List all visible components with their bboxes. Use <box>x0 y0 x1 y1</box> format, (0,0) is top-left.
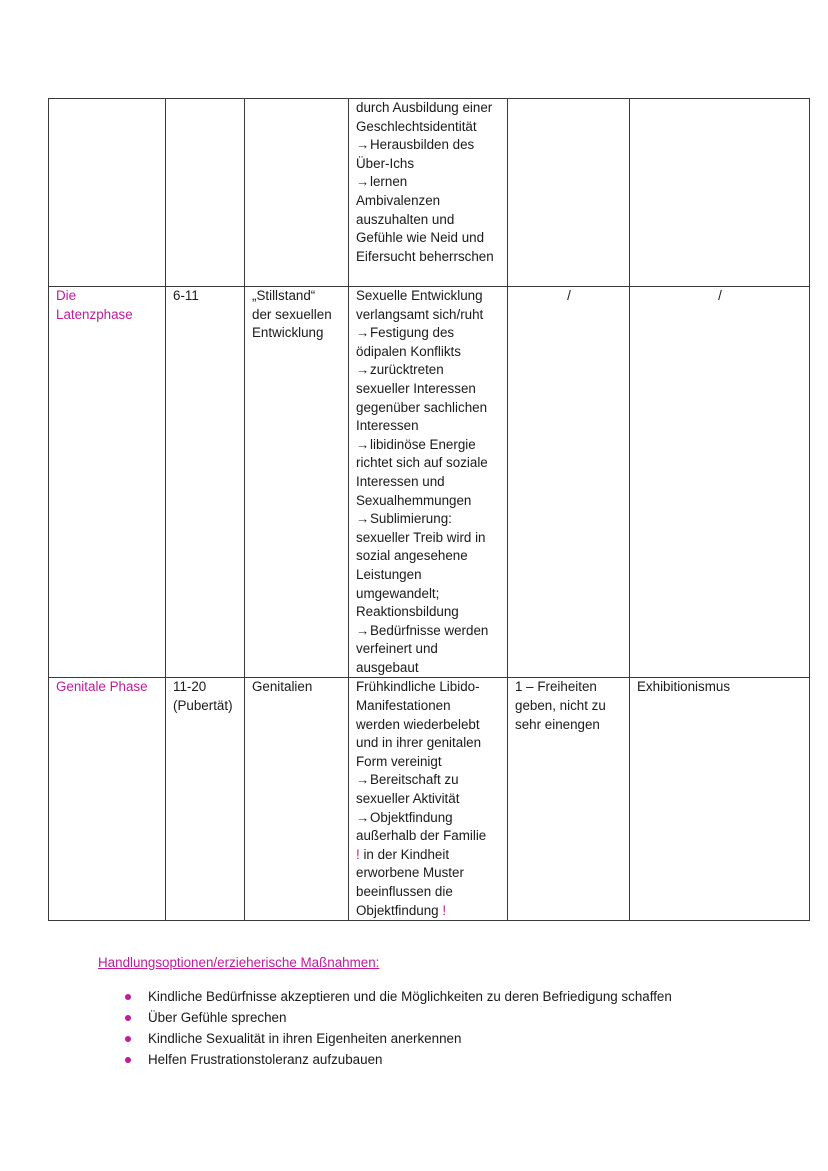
cell-description <box>349 287 508 678</box>
arrow-right-icon: → <box>356 174 370 190</box>
description-line: →Festigung des <box>356 324 501 343</box>
description-line: sexueller Interessen <box>356 380 476 396</box>
bullet-icon <box>125 1036 131 1042</box>
cell-age <box>166 678 245 921</box>
description-line: Gefühle wie Neid und <box>356 230 485 246</box>
description-line: →Herausbilden des <box>356 136 501 155</box>
description-line: Manifestationen <box>356 698 451 714</box>
description-line: beeinflussen die <box>356 884 453 899</box>
zone-text: „Stillstand“ <box>252 288 316 303</box>
description-line: verlangsamt sich/ruht <box>356 306 484 322</box>
description-lines <box>356 287 501 677</box>
cell-phase <box>49 678 166 921</box>
description-line: ödipalen Konflikts <box>356 343 461 359</box>
age-range: (Pubertät) <box>173 698 233 714</box>
bullet-icon <box>125 1015 131 1021</box>
cell-zone <box>245 287 349 678</box>
arrow-right-icon: → <box>356 772 370 788</box>
description-line: durch Ausbildung einer <box>356 100 493 115</box>
zone-text: Entwicklung <box>252 325 324 341</box>
description-line: Sexuelle Entwicklung <box>356 288 483 303</box>
phase-name: Latenzphase <box>56 306 133 322</box>
description-line: →lernen <box>356 173 501 192</box>
cell-phase <box>49 287 166 678</box>
description-line: Ambivalenzen <box>356 192 441 208</box>
cell-description <box>349 678 508 921</box>
description-line: und in ihrer genitalen <box>356 735 482 751</box>
description-line: Eifersucht beherrschen <box>356 248 494 264</box>
description-line: Frühkindliche Libido- <box>356 679 480 695</box>
description-line: →libidinöse Energie <box>356 436 501 455</box>
description-line: Geschlechtsidentität <box>356 118 477 134</box>
description-line: verfeinert und <box>356 641 438 657</box>
cell-description <box>349 99 508 287</box>
description-line: Form vereinigt <box>356 753 442 769</box>
age-range: 11-20 <box>173 679 207 695</box>
table-row-latenzphase <box>49 287 810 678</box>
cell-zone <box>245 99 349 287</box>
col6-text: Exhibitionismus <box>637 679 731 695</box>
cell-zone <box>245 678 349 921</box>
arrow-right-icon: → <box>356 362 370 378</box>
description-line: ! in der Kindheit <box>356 846 450 862</box>
age-range: 6-11 <box>173 288 199 303</box>
bullet-list <box>120 986 672 1070</box>
arrow-right-icon: → <box>356 325 370 341</box>
arrow-right-icon: → <box>356 436 370 452</box>
zone-text: der sexuellen <box>252 306 332 322</box>
cell-col5 <box>508 287 630 678</box>
list-item-text: Kindliche Bedürfnisse akzeptieren und die Möglichkeiten zu deren Befriedigung schaffen <box>148 989 672 1004</box>
phase-name: Die <box>56 288 77 303</box>
cell-phase <box>49 99 166 287</box>
cell-col6 <box>630 678 810 921</box>
description-line: Über-Ichs <box>356 155 415 171</box>
description-line: richtet sich auf soziale <box>356 455 488 471</box>
description-line: Interessen und <box>356 473 445 489</box>
description-lines <box>356 678 501 920</box>
description-line: →Objektfindung <box>356 809 501 828</box>
description-line: Interessen <box>356 418 419 434</box>
table-row-continuation <box>49 99 810 287</box>
bullet-icon <box>125 1057 131 1063</box>
col5-text: 1 – Freiheiten <box>515 679 597 695</box>
list-item <box>120 986 672 1007</box>
description-line: sexueller Aktivität <box>356 791 460 807</box>
description-line: →Bedürfnisse werden <box>356 622 501 641</box>
description-line: gegenüber sachlichen <box>356 399 488 415</box>
phase-name: Genitale Phase <box>56 679 148 695</box>
description-line: erworbene Muster <box>356 865 464 881</box>
description-line: →Bereitschaft zu <box>356 771 501 790</box>
description-line: werden wiederbelebt <box>356 716 480 732</box>
arrow-right-icon: → <box>356 622 370 638</box>
exclamation-icon: ! <box>442 902 447 918</box>
col6-text: / <box>718 288 722 303</box>
arrow-right-icon: → <box>356 511 370 527</box>
description-line: ausgebaut <box>356 659 419 675</box>
description-line: umgewandelt; <box>356 585 440 601</box>
description-line: Sexualhemmungen <box>356 492 472 508</box>
col5-text: geben, nicht zu <box>515 698 606 714</box>
list-item-text: Über Gefühle sprechen <box>148 1010 287 1025</box>
bullet-icon <box>125 994 131 1000</box>
description-line: auszuhalten und <box>356 211 455 227</box>
col5-text: / <box>567 288 571 303</box>
phases-table <box>48 98 810 921</box>
description-line: Reaktionsbildung <box>356 604 459 620</box>
cell-col5 <box>508 678 630 921</box>
list-item <box>120 1028 672 1049</box>
description-line: sexueller Treib wird in <box>356 529 486 545</box>
exclamation-icon: ! <box>356 846 360 862</box>
cell-col6 <box>630 287 810 678</box>
list-item <box>120 1007 672 1028</box>
description-line: Objektfindung ! <box>356 902 447 918</box>
description-lines <box>356 99 501 266</box>
section-heading: Handlungsoptionen/erzieherische Maßnahmen: <box>98 955 380 970</box>
list-item-text: Kindliche Sexualität in ihren Eigenheiten anerkennen <box>148 1031 462 1046</box>
cell-col5 <box>508 99 630 287</box>
cell-age <box>166 287 245 678</box>
cell-age <box>166 99 245 287</box>
col5-text: sehr einengen <box>515 716 600 732</box>
description-line: →Sublimierung: <box>356 510 501 529</box>
description-line: sozial angesehene <box>356 548 468 564</box>
cell-col6 <box>630 99 810 287</box>
arrow-right-icon: → <box>356 809 370 825</box>
list-item-text: Helfen Frustrationstoleranz aufzubauen <box>148 1052 383 1067</box>
description-line: außerhalb der Familie <box>356 828 487 844</box>
description-line: Leistungen <box>356 566 422 582</box>
arrow-right-icon: → <box>356 137 370 153</box>
description-line: →zurücktreten <box>356 361 501 380</box>
list-item <box>120 1049 672 1070</box>
zone-text: Genitalien <box>252 679 313 695</box>
table-row-genitale-phase <box>49 678 810 921</box>
